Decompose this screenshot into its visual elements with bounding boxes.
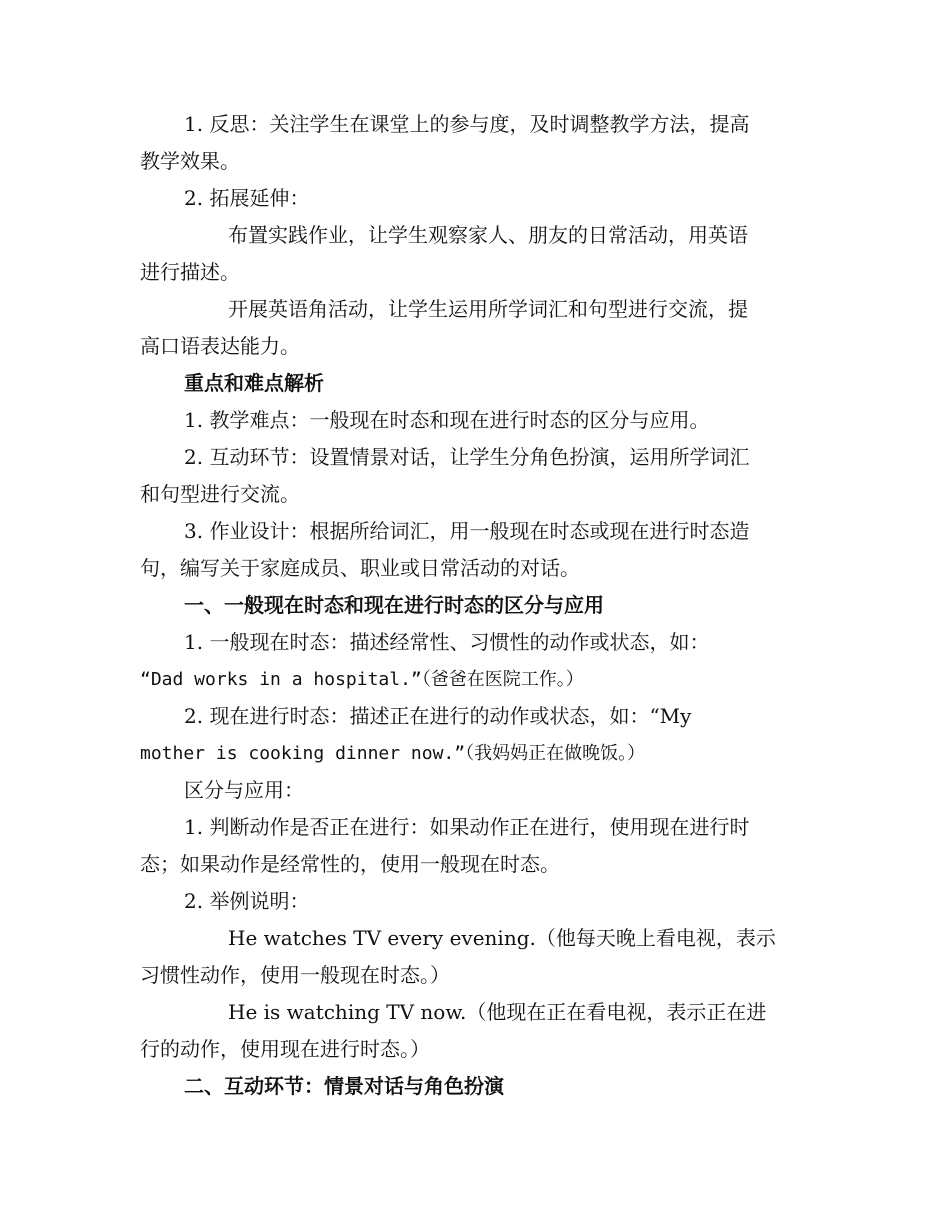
list-item-extension: 2. 拓展延伸： xyxy=(184,186,310,210)
example-ongoing-cont: 行的动作，使用现在进行时态。） xyxy=(140,1037,430,1061)
list-item-reflection: 1. 反思：关注学生在课堂上的参与度，及时调整教学方法，提高 xyxy=(184,112,750,136)
document-body xyxy=(140,106,806,1105)
section-heading-tenses: 一、一般现在时态和现在进行时态的区分与应用 xyxy=(184,593,604,617)
list-item-simple-present: 1. 一般现在时态：描述经常性、习惯性的动作或状态，如： xyxy=(184,630,710,654)
list-item-present-continuous: 2. 现在进行时态：描述正在进行的动作或状态，如：“My xyxy=(184,704,692,728)
list-item-interaction: 2. 互动环节：设置情景对话，让学生分角色扮演，运用所学词汇 xyxy=(184,445,750,469)
section-heading-interaction: 二、互动环节：情景对话与角色扮演 xyxy=(184,1074,504,1098)
list-item-assignment-cont: 句，编写关于家庭成员、职业或日常活动的对话。 xyxy=(140,556,580,580)
example-habitual-cont: 习惯性动作，使用一般现在时态。） xyxy=(140,963,450,987)
list-item-examples: 2. 举例说明： xyxy=(184,889,310,913)
list-item-difficulty: 1. 教学难点：一般现在时态和现在进行时态的区分与应用。 xyxy=(184,408,710,432)
example-simple-present: “Dad works in a hospital.”（爸爸在医院工作。） xyxy=(140,669,584,690)
example-present-continuous: mother is cooking dinner now.”（我妈妈正在做晚饭。） xyxy=(140,743,646,764)
list-item-judge-action-cont: 态；如果动作是经常性的，使用一般现在时态。 xyxy=(140,852,560,876)
list-item-judge-action: 1. 判断动作是否正在进行：如果动作正在进行，使用现在进行时 xyxy=(184,815,750,839)
example-habitual: He watches TV every evening.（他每天晚上看电视，表示 xyxy=(228,926,776,950)
example-ongoing: He is watching TV now.（他现在正在看电视，表示正在进 xyxy=(228,1000,767,1024)
section-heading-key-points: 重点和难点解析 xyxy=(184,371,324,395)
paragraph-homework-cont: 进行描述。 xyxy=(140,260,240,284)
paragraph-homework: 布置实践作业，让学生观察家人、朋友的日常活动，用英语 xyxy=(228,223,748,247)
list-item-interaction-cont: 和句型进行交流。 xyxy=(140,482,300,506)
paragraph-english-corner: 开展英语角活动，让学生运用所学词汇和句型进行交流，提 xyxy=(228,297,748,321)
subheading-distinction: 区分与应用： xyxy=(184,778,304,802)
list-item-assignment: 3. 作业设计：根据所给词汇，用一般现在时态或现在进行时态造 xyxy=(184,519,750,543)
paragraph-english-corner-cont: 高口语表达能力。 xyxy=(140,334,300,358)
list-item-reflection-cont: 教学效果。 xyxy=(140,149,240,173)
